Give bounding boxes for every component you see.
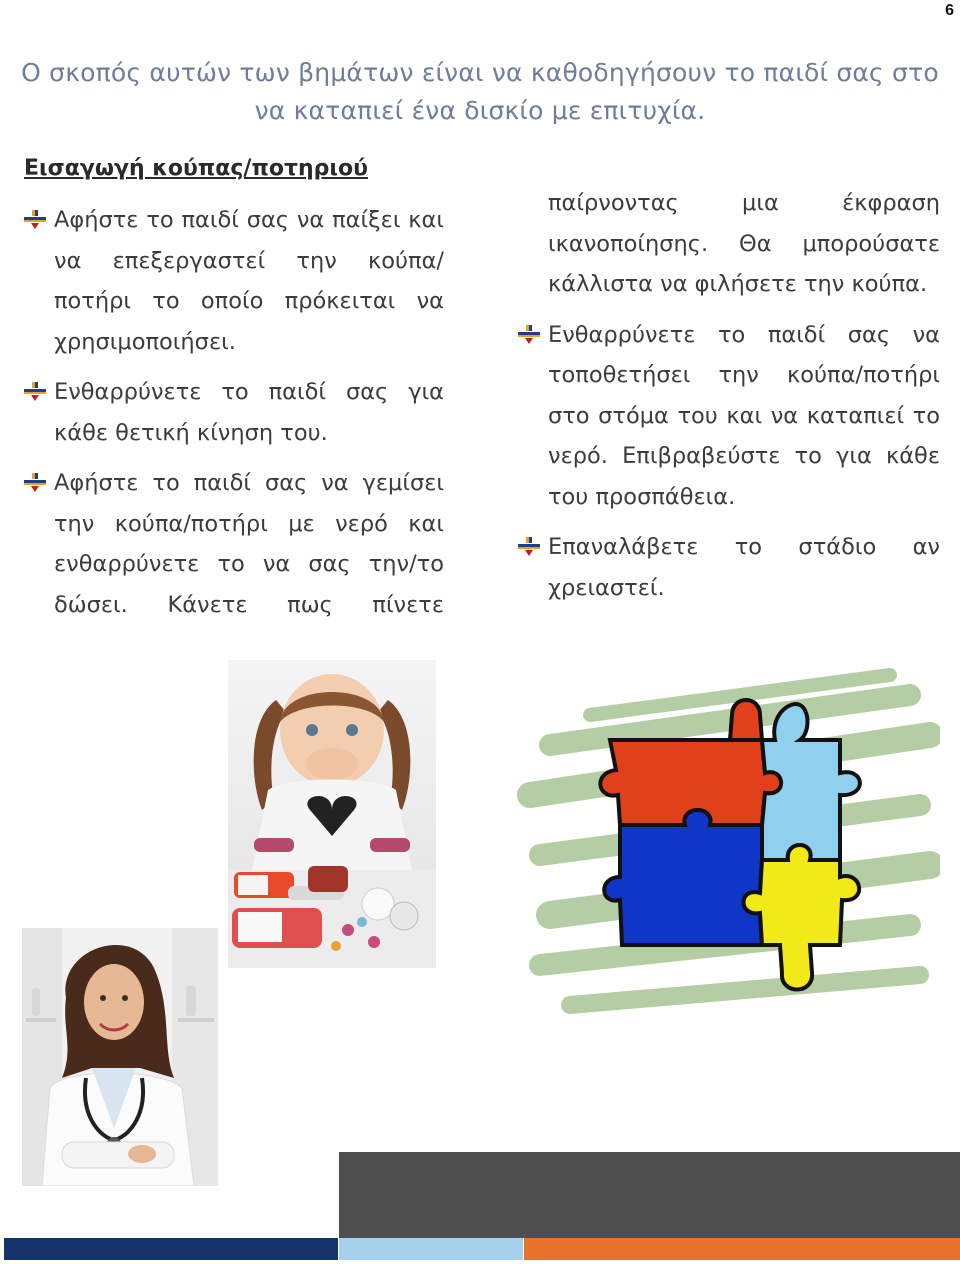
girl-with-medicines-photo [228, 660, 436, 968]
bullet-continuation: παίρνοντας μια έκφραση ικανοποίησης. Θα μπορούσατε κάλλιστα να φιλήσετε την κούπα. [548, 190, 940, 297]
intro-line-2: να καταπιεί ένα δισκίο με επιτυχία. [254, 96, 706, 125]
footer-bar-navy [4, 1238, 338, 1260]
bullet-item [518, 527, 940, 608]
footer-bar-light-blue [339, 1238, 523, 1260]
intro-text [0, 54, 960, 130]
bullet-text: Ενθαρρύνετε το παιδί σας να τοποθετήσει την κούπα/ποτήρι στο στόμα του και να καταπιεί το νερό. Επιβραβεύστε το για κάθε του προσπάθεια. [548, 321, 940, 510]
bullet-text: Αφήστε το παιδί σας να γεμίσει την κούπα/ποτήρι με νερό και ενθαρρύνετε το να σας την/το δώσει. Κάνετε πως πίνετε [54, 470, 444, 618]
doctor-photo [22, 928, 218, 1186]
page-number: 6 [945, 2, 954, 19]
bullet-text: Αφήστε το παιδί σας να παίξει και να επεξεργαστεί την κούπα/ ποτήρι το οποίο πρόκειται να χρησιμοποιήσει. [54, 207, 444, 355]
puzzle-pieces-illustration [510, 655, 940, 1025]
bullet-item [24, 200, 444, 362]
right-column [518, 183, 940, 618]
arrow-bullet-icon [518, 535, 540, 557]
arrow-bullet-icon [24, 380, 46, 402]
left-column [24, 200, 444, 635]
arrow-bullet-icon [518, 323, 540, 345]
arrow-bullet-icon [24, 208, 46, 230]
bullet-text: Ενθαρρύνετε το παιδί σας για κάθε θετική κίνηση του. [54, 379, 444, 446]
bullet-text: Επαναλάβετε το στάδιο αν χρειαστεί. [548, 534, 940, 601]
bullet-item [518, 315, 940, 518]
bullet-item [24, 463, 444, 625]
section-heading: Εισαγωγή κούπας/ποτηριού [24, 156, 368, 181]
bullet-item [24, 372, 444, 453]
arrow-bullet-icon [24, 471, 46, 493]
intro-line-1: Ο σκοπός αυτών των βημάτων είναι να καθοδηγήσουν το παιδί σας στο [21, 58, 939, 87]
footer-bar-orange [524, 1238, 960, 1260]
dark-footer-box [339, 1152, 960, 1238]
